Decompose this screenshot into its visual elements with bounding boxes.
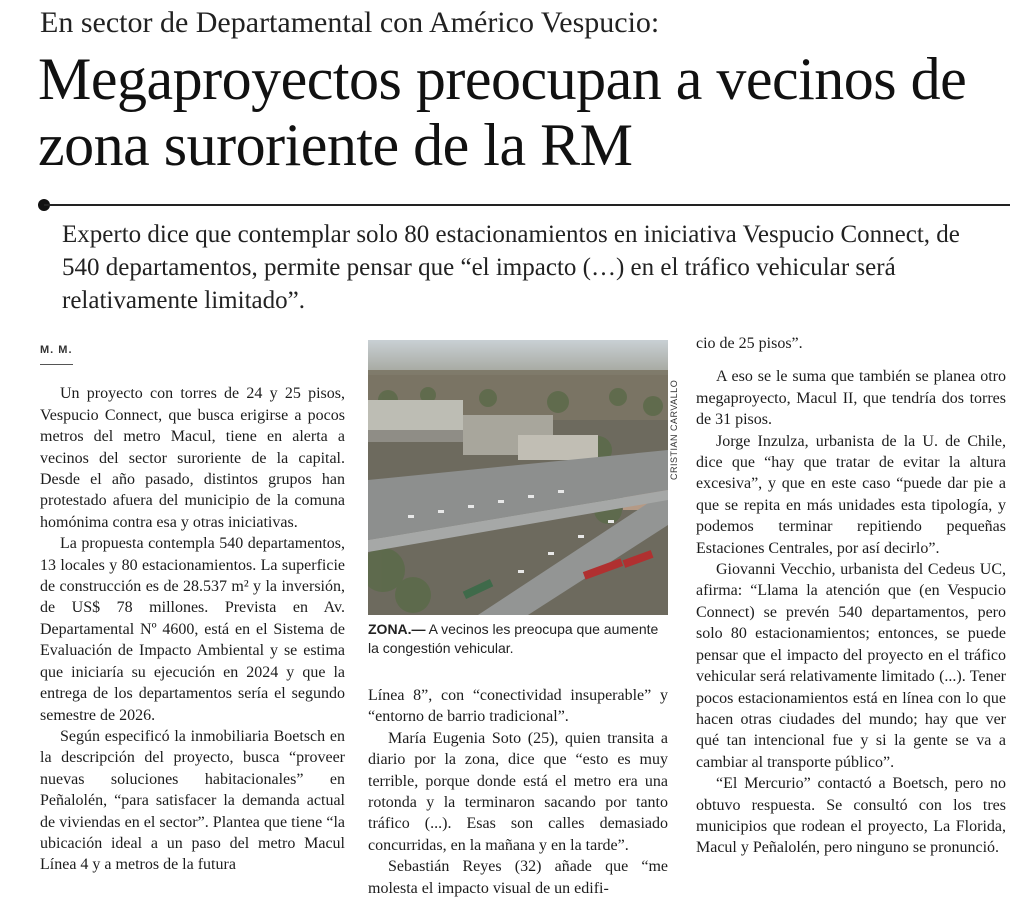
photo-caption bbox=[368, 620, 668, 658]
paragraph: Jorge Inzulza, urbanista de la U. de Chile, dice que “hay que tratar de evitar la altura excesiva”, y que en este caso “puede dar pie a que se repita en más unidades esta tipología, y podemos terminar repitiendo pequeñas Estaciones Centrales, por así decirlo”. bbox=[696, 432, 1006, 557]
photo-credit: CRISTIAN CARVALLO bbox=[669, 379, 679, 480]
aerial-photo-illustration bbox=[368, 340, 668, 615]
caption-label: ZONA.— bbox=[368, 621, 426, 637]
column-1 bbox=[40, 338, 345, 876]
column-2 bbox=[368, 685, 668, 899]
paragraph: Línea 8”, con “conectividad insuperable” y “entorno de barrio tradicional”. bbox=[368, 687, 668, 726]
caption-text: A vecinos les preocupa que aumente la congestión vehicular. bbox=[368, 621, 659, 656]
paragraph: María Eugenia Soto (25), quien transita a diario por la zona, dice que “esto es muy terrible, porque donde está el metro era una rotonda y la terminaron sacando por tanto tráfico (...). Esas son calles demasiado concurridas, en la mañana y en la tarde”. bbox=[368, 729, 668, 854]
kicker: En sector de Departamental con Américo Vespucio: bbox=[40, 6, 660, 39]
paragraph: “El Mercurio” contactó a Boetsch, pero no obtuvo respuesta. Se consultó con los tres municipios que rodean el proyecto, La Florida, Macul y Peñalolén, pero ninguno se pronunció. bbox=[696, 775, 1006, 857]
paragraph: cio de 25 pisos”. bbox=[696, 335, 803, 352]
paragraph: Sebastián Reyes (32) añade que “me molesta el impacto visual de un edifi- bbox=[368, 858, 668, 897]
paragraph: Giovanni Vecchio, urbanista del Cedeus UC, afirma: “Llama la atención que (en Vespucio Connect) se prevén 540 departamentos, pero solo 80 estacionamientos; entonces, se puede pensar que el impacto del proyecto en el tráfico vehicular será relativamente limitado (...). Tener pocos estacionamientos está en línea con lo que hacen otras ciudades del mundo; hay que ver qué tan intencional fue y si la gente se va a cambiar al transporte público”. bbox=[696, 561, 1006, 771]
headline: Megaproyectos preocupan a vecinos de zona suroriente de la RM bbox=[38, 46, 967, 178]
headline-rule bbox=[44, 204, 1010, 206]
paragraph: La propuesta contempla 540 departamentos, 13 locales y 80 estacionamientos. La superficie de construcción es de 28.537 m² y la inversión, de US$ 78 millones. Prevista en Av. Departamental Nº 4600, está en el Sistema de Evaluación de Impacto Ambiental y se estima que iniciaría su ejecución en 2024 y que la entrega de los departamentos sería el segundo semestre de 2026. bbox=[40, 535, 345, 724]
column-3 bbox=[696, 333, 1006, 859]
paragraph: Según especificó la inmobiliaria Boetsch en la descripción del proyecto, busca “proveer nuevas soluciones habitacionales” en Peñalolén, “para satisfacer la demanda actual de viviendas en el sector”. Plantea que tiene “la ubicación ideal a un paso del metro Macul Línea 4 y a metros de la futura bbox=[40, 727, 345, 874]
deck: Experto dice que contemplar solo 80 estacionamientos en iniciativa Vespucio Connect, de 540 departamentos, permite pensar que “el impacto (…) en el tráfico vehicular será relativamente limitado”. bbox=[62, 221, 960, 314]
paragraph: Un proyecto con torres de 24 y 25 pisos, Vespucio Connect, que busca erigirse a pocos metros del metro Macul, tiene en alerta a vecinos del sector suroriente de la capital. Desde el año pasado, distintos grupos han protestado afuera del municipio de la comuna homónima contra esa y otras iniciativas. bbox=[40, 385, 345, 531]
byline: M. M. bbox=[40, 340, 73, 365]
aerial-photo bbox=[368, 340, 668, 615]
paragraph: A eso se le suma que también se planea otro megaproyecto, Macul II, que tendría dos torres de 31 pisos. bbox=[696, 368, 1006, 429]
